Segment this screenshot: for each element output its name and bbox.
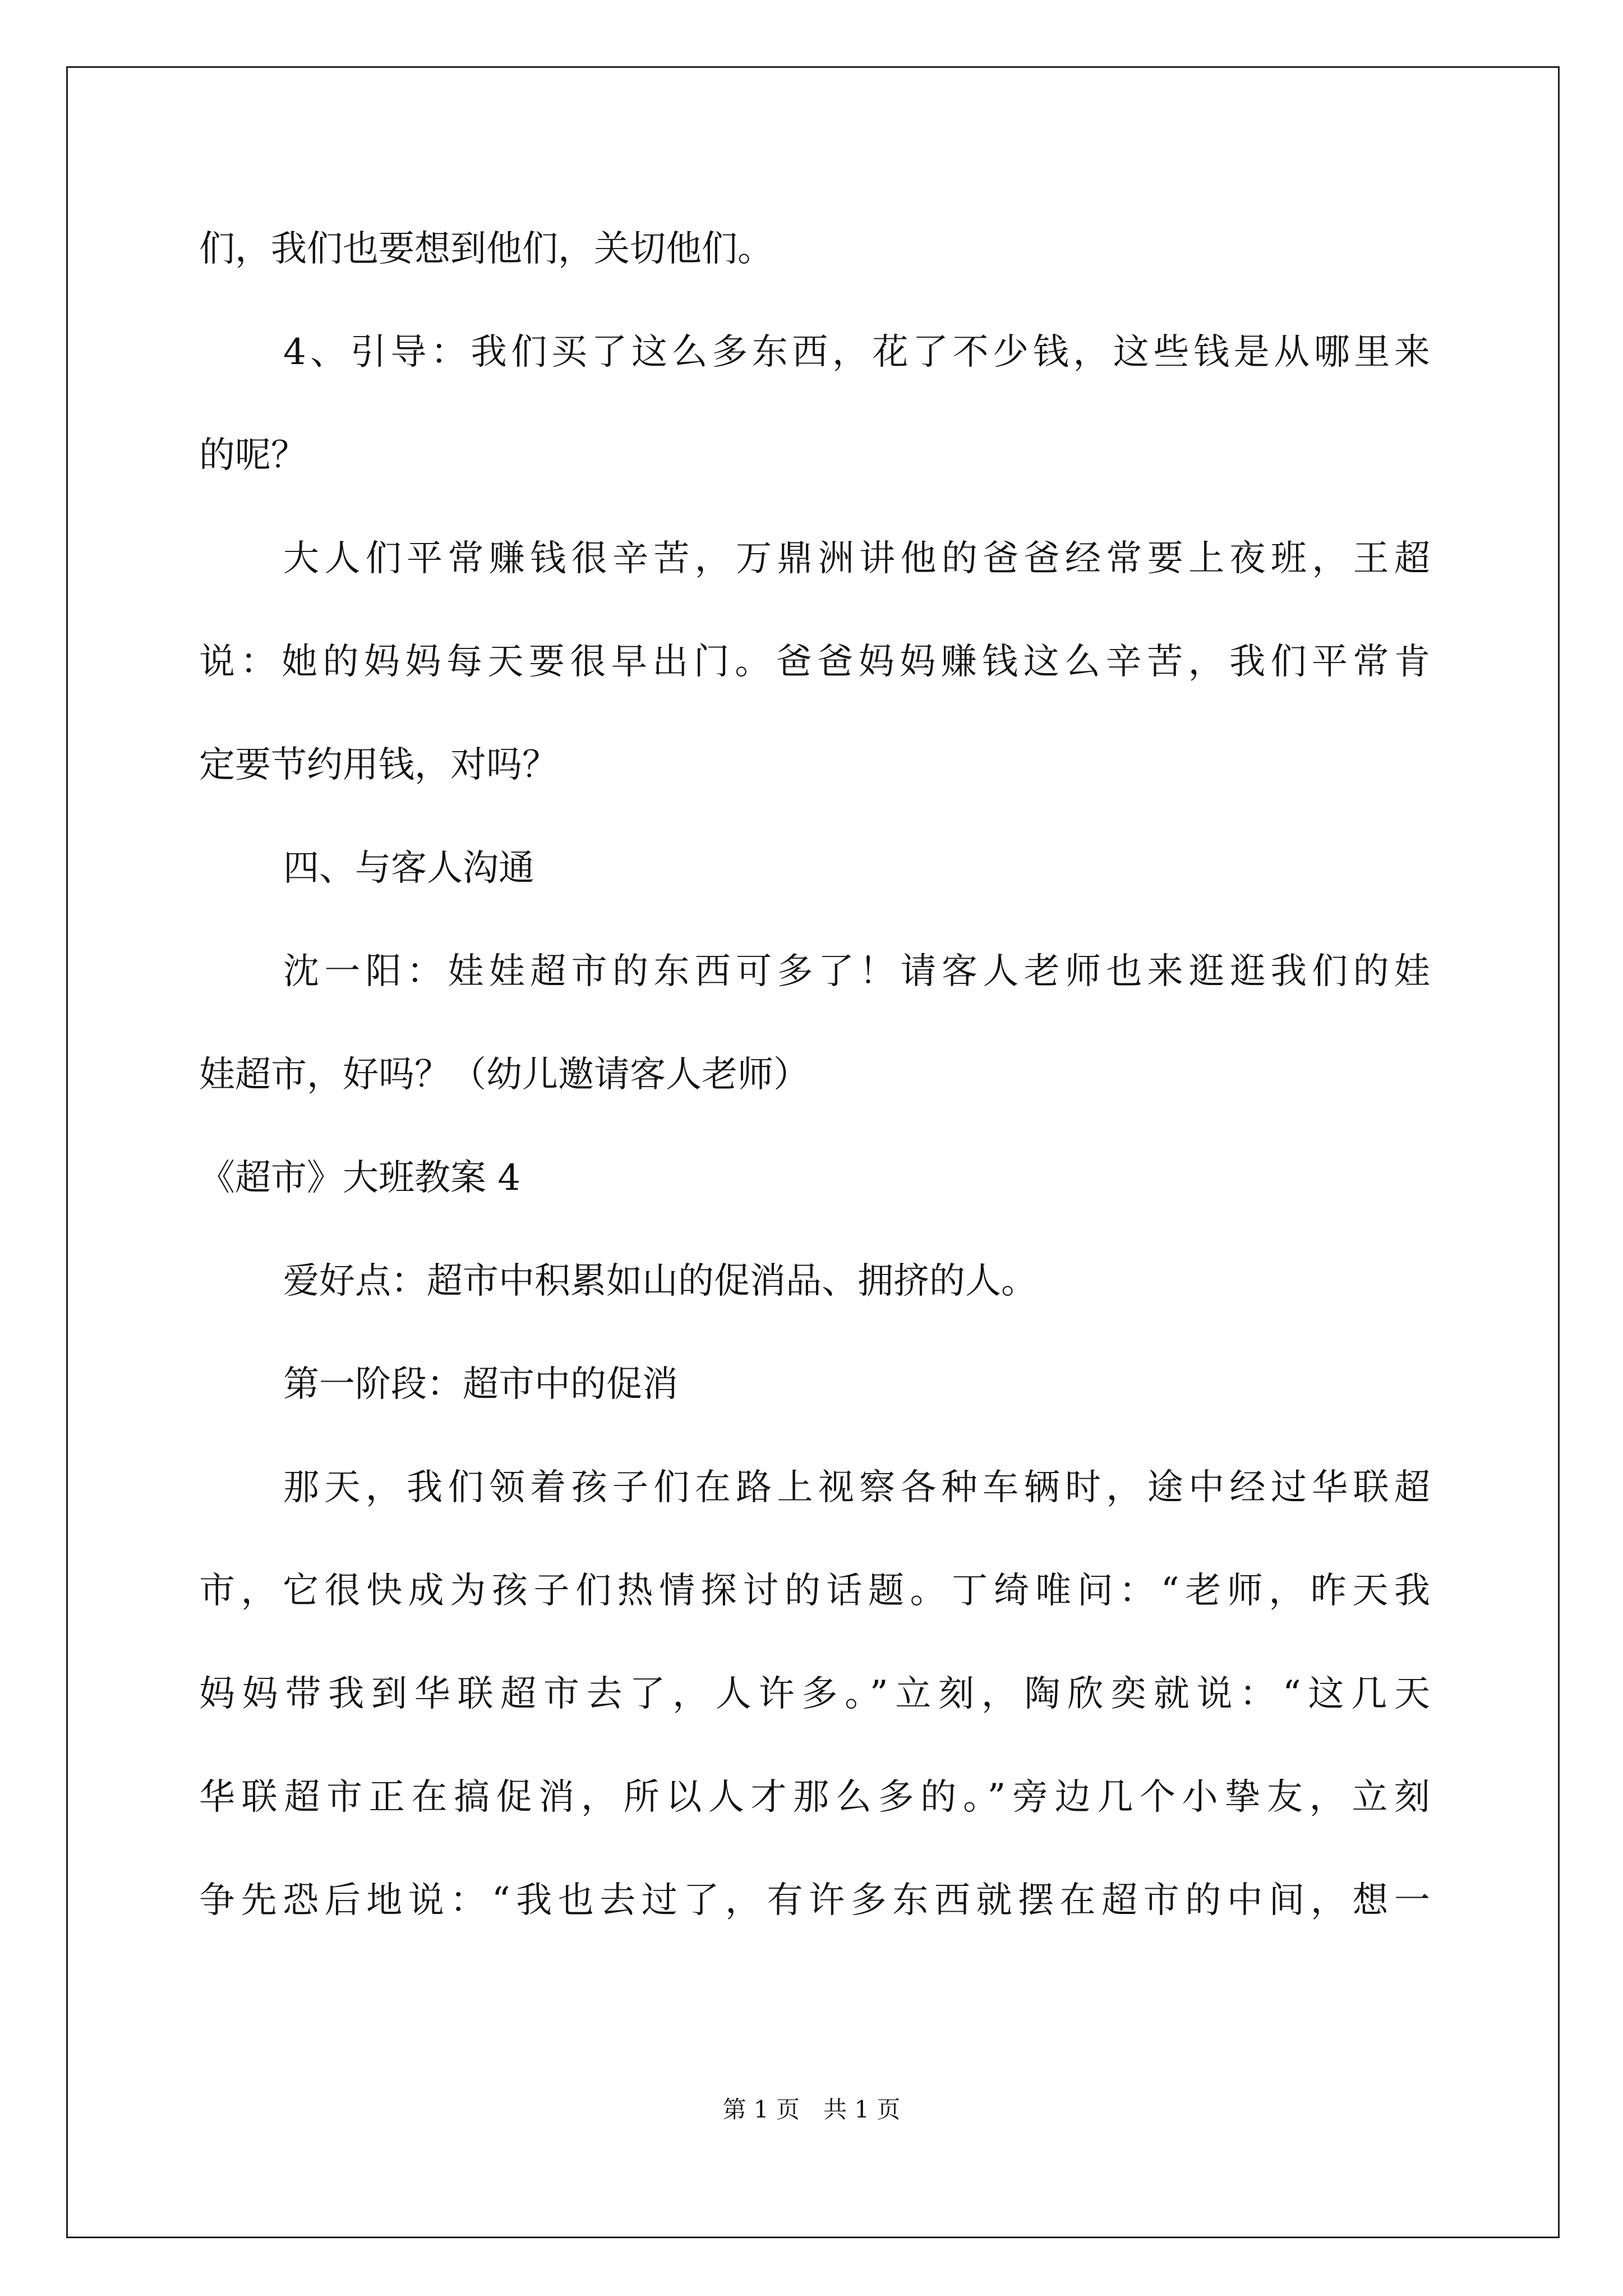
- paragraph-line: 说：她的妈妈每天要很早出门。爸爸妈妈赚钱这么辛苦，我们平常肯: [199, 641, 1430, 683]
- paragraph-line: 沈一阳：娃娃超市的东西可多了！请客人老师也来逛逛我们的娃: [283, 951, 1430, 992]
- paragraph-line: 4、引导：我们买了这么多东西，花了不少钱，这些钱是从哪里来: [283, 332, 1430, 373]
- paragraph-line: 们，我们也要想到他们，关切他们。: [199, 228, 773, 270]
- section-heading: 第一阶段：超市中的促消: [283, 1364, 678, 1405]
- paragraph-line: 市，它很快成为孩子们热情探讨的话题。丁绮唯问：“老师，昨天我: [199, 1570, 1430, 1612]
- page-footer: 第 1 页 共 1 页: [722, 2096, 901, 2123]
- paragraph-line: 妈妈带我到华联超市去了，人许多。”立刻，陶欣奕就说：“这几天: [199, 1673, 1430, 1715]
- paragraph-line: 爱好点：超市中积累如山的促消品、拥挤的人。: [283, 1260, 1037, 1302]
- section-heading: 四、与客人沟通: [283, 848, 534, 889]
- section-title: 《超市》大班教案 4: [199, 1157, 521, 1199]
- paragraph-line: 娃超市，好吗？（幼儿邀请客人老师）: [199, 1054, 809, 1096]
- paragraph-line: 华联超市正在搞促消，所以人才那么多的。”旁边几个小挚友，立刻: [199, 1777, 1430, 1818]
- paragraph-line: 的呢？: [199, 435, 307, 476]
- paragraph-line: 争先恐后地说：“我也去过了，有许多东西就摆在超市的中间，想一: [199, 1880, 1430, 1921]
- paragraph-line: 那天，我们领着孩子们在路上视察各种车辆时，途中经过华联超: [283, 1467, 1430, 1508]
- paragraph-line: 定要节约用钱，对吗？: [199, 744, 558, 786]
- paragraph-line: 大人们平常赚钱很辛苦，万鼎洲讲他的爸爸经常要上夜班，王超: [283, 538, 1430, 579]
